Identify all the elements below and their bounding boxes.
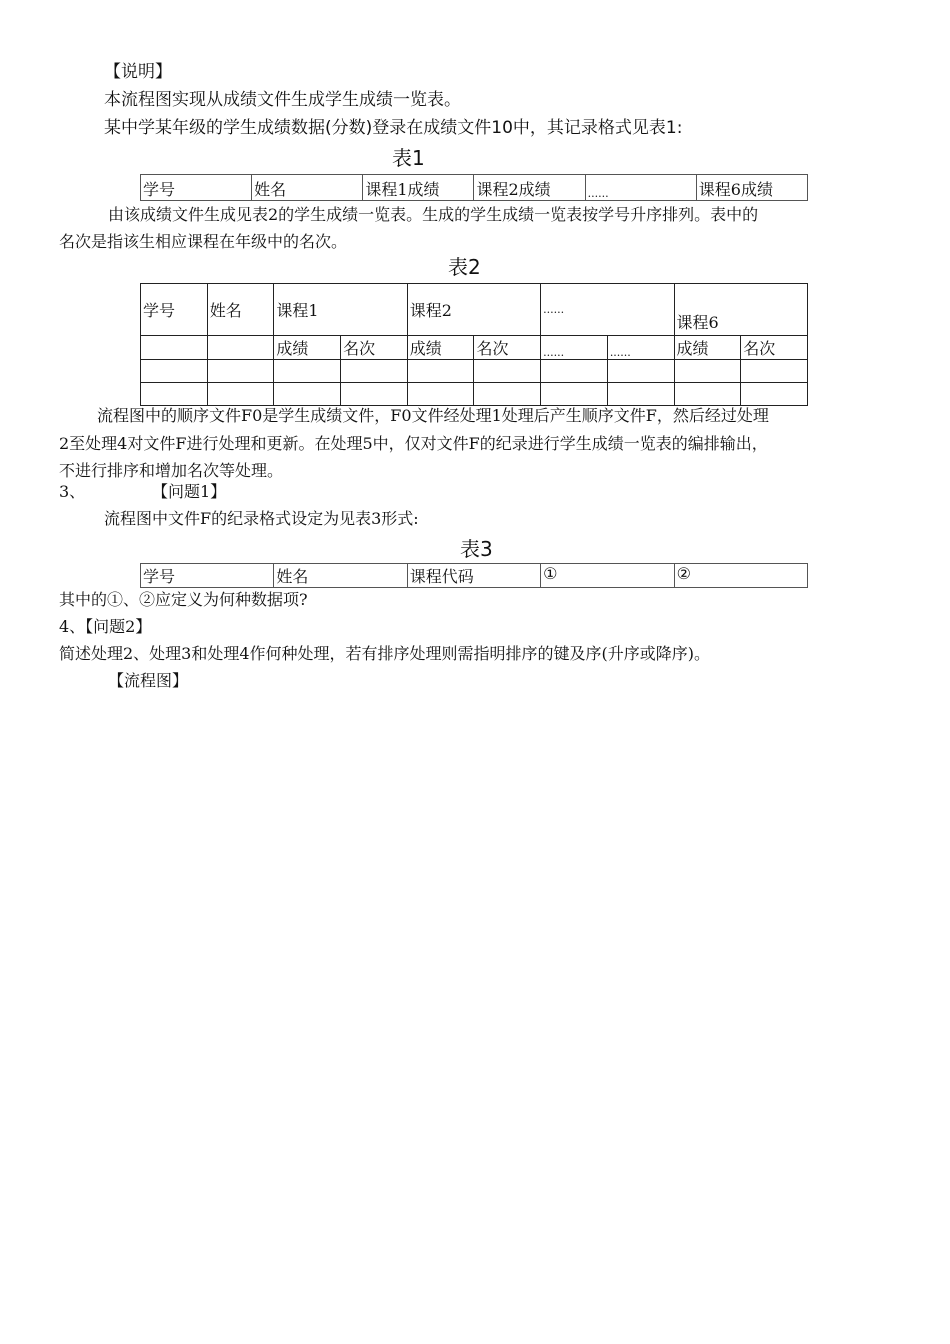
table2-header-cell: 学号 bbox=[141, 284, 208, 336]
question1-ask: 其中的①、②应定义为何种数据项? bbox=[59, 590, 308, 609]
table1 bbox=[140, 174, 808, 201]
table3-row bbox=[141, 564, 808, 588]
table2-cell bbox=[407, 383, 474, 406]
table2-cell bbox=[607, 383, 674, 406]
table1-cell: 课程2成绩 bbox=[474, 175, 585, 201]
table2-cell bbox=[741, 360, 808, 383]
table3-cell: 姓名 bbox=[274, 564, 407, 588]
intro-line-1: 本流程图实现从成绩文件生成学生成绩一览表。 bbox=[104, 90, 461, 110]
question1-text: 流程图中文件F的纪录格式设定为见表3形式: bbox=[104, 509, 419, 528]
table2-row bbox=[141, 360, 808, 383]
table3 bbox=[140, 563, 808, 588]
table1-cell: ...... bbox=[585, 175, 696, 201]
table2-header-cell: 姓名 bbox=[207, 284, 274, 336]
table2-cell bbox=[207, 383, 274, 406]
para3-line-1: 流程图中的顺序文件F0是学生成绩文件，F0文件经处理1处理后产生顺序文件F，然后经过处理 bbox=[97, 406, 769, 425]
flowchart-heading: 【流程图】 bbox=[108, 671, 189, 690]
table1-caption: 表1 bbox=[392, 146, 425, 170]
table2-caption: 表2 bbox=[448, 255, 481, 279]
table2-cell: 名次 bbox=[341, 336, 408, 360]
table2-cell bbox=[141, 360, 208, 383]
table2-cell bbox=[207, 360, 274, 383]
table2-cell: 名次 bbox=[474, 336, 541, 360]
table2-cell bbox=[341, 383, 408, 406]
table2-cell: 成绩 bbox=[274, 336, 341, 360]
table1-cell: 姓名 bbox=[252, 175, 363, 201]
table1-cell: 课程1成绩 bbox=[363, 175, 474, 201]
table2 bbox=[140, 283, 808, 406]
table2-cell bbox=[207, 336, 274, 360]
table3-caption: 表3 bbox=[460, 537, 493, 561]
table1-cell: 课程6成绩 bbox=[696, 175, 807, 201]
table2-cell bbox=[674, 383, 741, 406]
table3-cell: 学号 bbox=[141, 564, 274, 588]
table2-cell bbox=[474, 383, 541, 406]
table2-cell: ...... bbox=[607, 336, 674, 360]
table2-cell bbox=[541, 360, 608, 383]
intro-heading: 【说明】 bbox=[104, 62, 172, 82]
para3-line-3: 不进行排序和增加名次等处理。 bbox=[59, 461, 284, 480]
table3-cell: ① bbox=[541, 564, 674, 588]
question2-text: 简述处理2、处理3和处理4作何种处理，若有排序处理则需指明排序的键及序(升序或降序)。 bbox=[59, 644, 711, 663]
table3-cell: ② bbox=[674, 564, 807, 588]
table2-cell bbox=[407, 360, 474, 383]
table1-row bbox=[141, 175, 808, 201]
table2-cell bbox=[141, 336, 208, 360]
table2-header-cell: ...... bbox=[541, 284, 674, 336]
para3-line-2: 2至处理4对文件F进行处理和更新。在处理5中，仅对文件F的纪录进行学生成绩一览表的编排输出， bbox=[59, 434, 768, 453]
question2-heading: 4、【问题2】 bbox=[59, 617, 152, 636]
table2-subheader-row bbox=[141, 336, 808, 360]
table2-header-cell: 课程6 bbox=[674, 284, 808, 336]
table2-cell bbox=[274, 383, 341, 406]
table2-cell: ...... bbox=[541, 336, 608, 360]
table2-cell: 名次 bbox=[741, 336, 808, 360]
para2-line-1: 由该成绩文件生成见表2的学生成绩一览表。生成的学生成绩一览表按学号升序排列。表中的 bbox=[108, 205, 759, 224]
table1-cell: 学号 bbox=[141, 175, 252, 201]
para2-line-2: 名次是指该生相应课程在年级中的名次。 bbox=[59, 232, 348, 251]
table2-cell bbox=[674, 360, 741, 383]
table2-cell bbox=[141, 383, 208, 406]
table2-row bbox=[141, 383, 808, 406]
table2-cell bbox=[274, 360, 341, 383]
table2-cell: 成绩 bbox=[674, 336, 741, 360]
table2-cell bbox=[541, 383, 608, 406]
table2-cell bbox=[607, 360, 674, 383]
intro-line-2: 某中学某年级的学生成绩数据(分数)登录在成绩文件10中，其记录格式见表1: bbox=[104, 118, 683, 138]
table2-header-cell: 课程1 bbox=[274, 284, 407, 336]
table2-header-cell: 课程2 bbox=[407, 284, 540, 336]
table2-header-row bbox=[141, 284, 808, 336]
question1-number: 3、 bbox=[59, 482, 86, 501]
table3-cell: 课程代码 bbox=[407, 564, 540, 588]
table2-cell bbox=[474, 360, 541, 383]
question1-heading: 【问题1】 bbox=[152, 482, 227, 501]
table2-cell: 成绩 bbox=[407, 336, 474, 360]
table2-cell bbox=[741, 383, 808, 406]
table2-cell bbox=[341, 360, 408, 383]
